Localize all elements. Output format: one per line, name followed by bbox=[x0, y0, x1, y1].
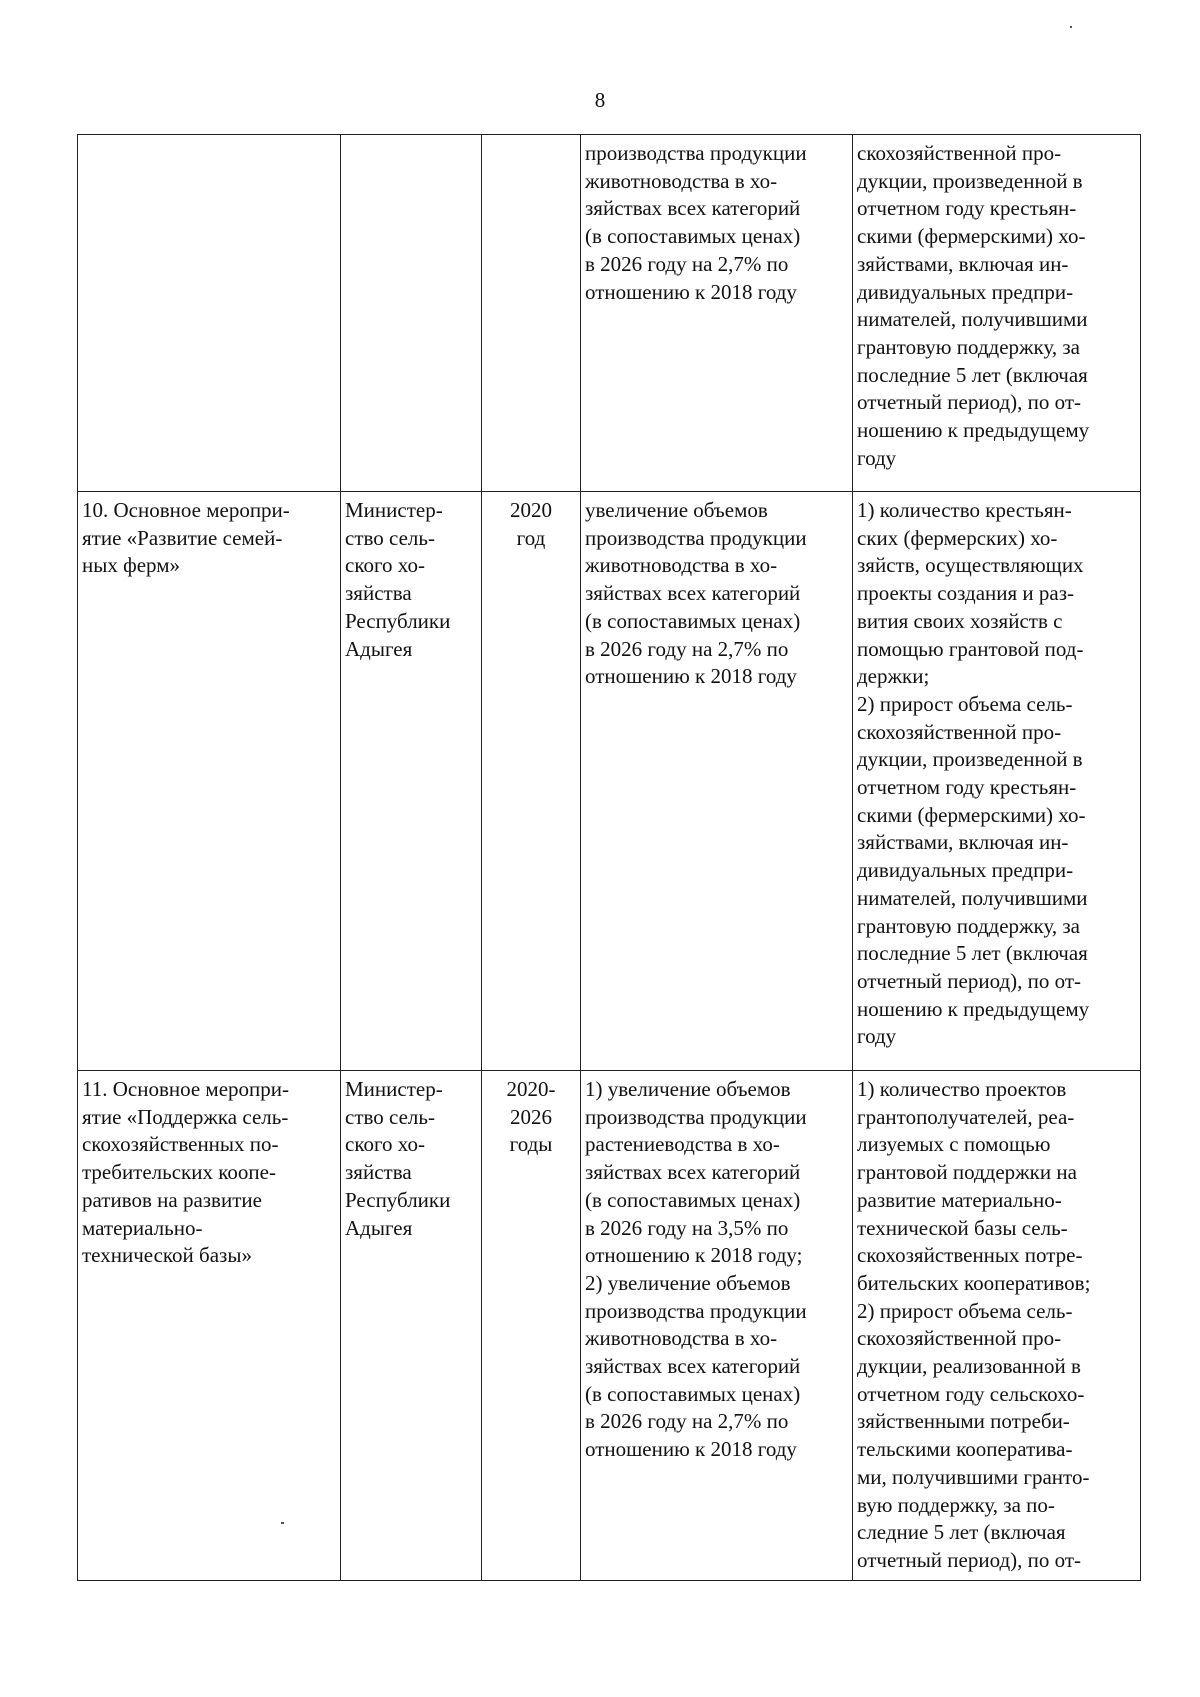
term-cell: 2020 год bbox=[482, 492, 581, 1071]
scan-speck bbox=[281, 1522, 284, 1524]
indicator-cell: скохозяйственной про- дукции, произведенной в отчетном году крестьян- скими (фермерскими) хо- зяйствами, включая ин- дивидуальных предпри- нимателей, получившими грантовую поддержку, за последние 5 лет (включая отчетный период), по от- ношению к предыдущему году bbox=[853, 135, 1141, 492]
expected-result-cell: производства продукции животноводства в хо- зяйствах всех категорий (в сопоставимых ценах) в 2026 году на 2,7% по отношению к 2018 году bbox=[581, 135, 853, 492]
term-cell: 2020- 2026 годы bbox=[482, 1071, 581, 1581]
term-cell bbox=[482, 135, 581, 492]
indicator-cell: 1) количество крестьян- ских (фермерских) хо- зяйств, осуществляющих проекты создания и раз- вития своих хозяйств с помощью грантовой под- держки; 2) прирост объема сель- скохозяйственной про- дукции, произведенной в отчетном году крестьян- скими (фермерскими) хо- зяйствами, включая ин- дивидуальных предпри- нимателей, получившими грантовую поддержку, за последние 5 лет (включая отчетный период), по от- ношению к предыдущему году bbox=[853, 492, 1141, 1071]
executor-cell: Министер- ство сель- ского хо- зяйства Республики Адыгея bbox=[341, 1071, 482, 1581]
page-number: 8 bbox=[594, 88, 606, 112]
indicator-cell: 1) количество проектов грантополучателей, реа- лизуемых с помощью грантовой поддержки на развитие материально- технической базы сель- скохозяйственных потре- бительских кооперативов; 2) прирост объема сель- скохозяйственной про- дукции, реализованной в отчетном году сельскохо- зяйственными потреби- тельскими кооператива- ми, получившими гранто- вую поддержку, за по- следние 5 лет (включая отчетный период), по от- bbox=[853, 1071, 1141, 1581]
expected-result-cell: 1) увеличение объемов производства продукции растениеводства в хо- зяйствах всех категорий (в сопоставимых ценах) в 2026 году на 3,5% по отношению к 2018 году; 2) увеличение объемов производства продукции животноводства в хо- зяйствах всех категорий (в сопоставимых ценах) в 2026 году на 2,7% по отношению к 2018 году bbox=[581, 1071, 853, 1581]
table-row bbox=[78, 492, 1141, 1071]
table-row bbox=[78, 135, 1141, 492]
table-row bbox=[78, 1071, 1141, 1581]
scan-speck bbox=[1070, 26, 1072, 28]
executor-cell: Министер- ство сель- ского хо- зяйства Республики Адыгея bbox=[341, 492, 482, 1071]
event-cell: 10. Основное меропри- ятие «Развитие семей- ных ферм» bbox=[78, 492, 341, 1071]
event-cell bbox=[78, 135, 341, 492]
executor-cell bbox=[341, 135, 482, 492]
expected-result-cell: увеличение объемов производства продукции животноводства в хо- зяйствах всех категорий (в сопоставимых ценах) в 2026 году на 2,7% по отношению к 2018 году bbox=[581, 492, 853, 1071]
measures-table bbox=[77, 134, 1141, 1581]
event-cell: 11. Основное меропри- ятие «Поддержка сель- скохозяйственных по- требительских коопе- ративов на развитие материально- технической базы» bbox=[78, 1071, 341, 1581]
